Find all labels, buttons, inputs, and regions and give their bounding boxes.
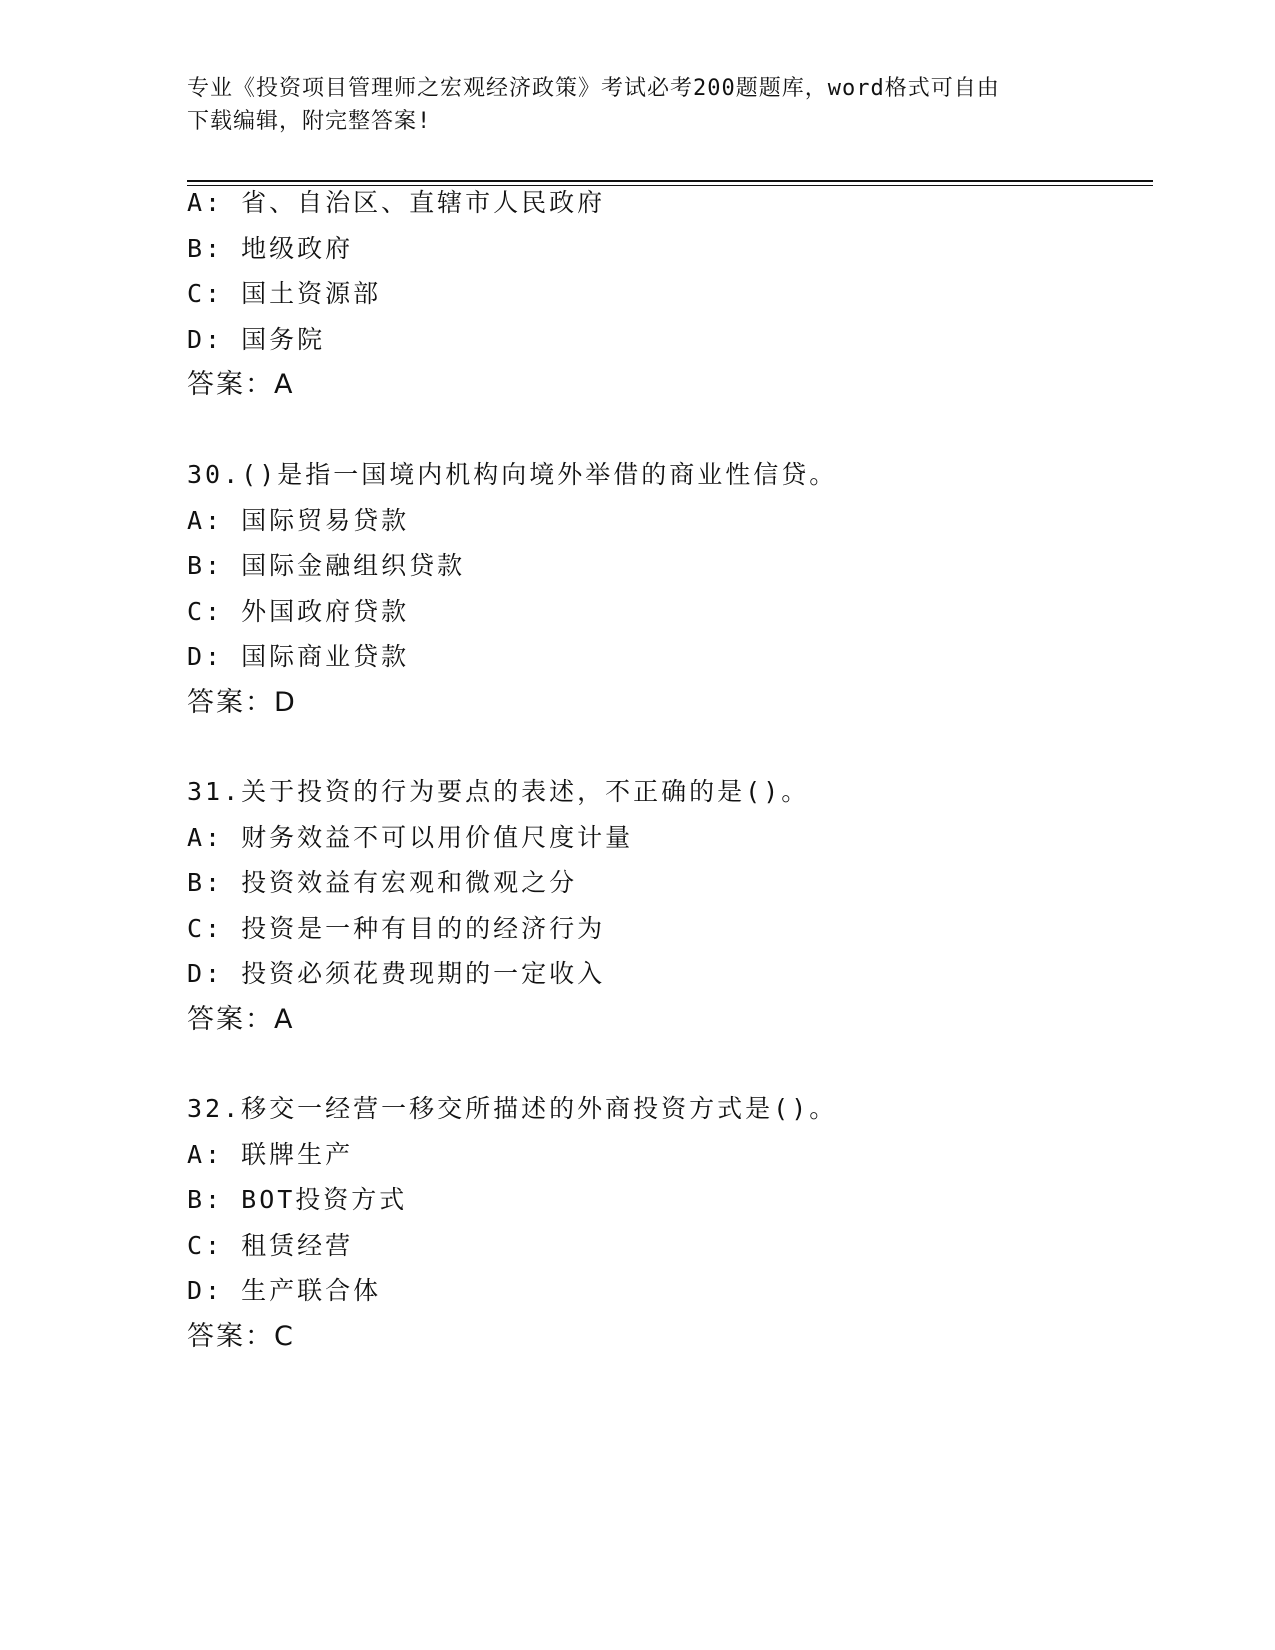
option-c: C: 投资是一种有目的的经济行为 bbox=[187, 913, 606, 943]
option-b: B: 投资效益有宏观和微观之分 bbox=[187, 868, 578, 897]
question-text: 30.()是指一国境内机构向境外举借的商业性信贷。 bbox=[187, 460, 838, 489]
option-d: D: 投资必须花费现期的一定收入 bbox=[187, 959, 606, 988]
header-line-2: 下载编辑，附完整答案! bbox=[187, 109, 432, 134]
option-c: C: 外国政府贷款 bbox=[187, 596, 410, 626]
option-c: C: 国土资源部 bbox=[187, 279, 382, 308]
question-29-block bbox=[187, 180, 1087, 408]
question-text: 31.关于投资的行为要点的表述，不正确的是()。 bbox=[187, 777, 810, 806]
option-d: D: 生产联合体 bbox=[187, 1276, 382, 1305]
option-b: B: 国际金融组织贷款 bbox=[187, 551, 466, 580]
option-a: A: 联牌生产 bbox=[187, 1139, 354, 1169]
option-b: B: BOT投资方式 bbox=[187, 1185, 408, 1214]
question-31-block bbox=[187, 769, 1087, 1042]
option-a: A: 国际贸易贷款 bbox=[187, 505, 410, 535]
option-a: A: 财务效益不可以用价值尺度计量 bbox=[187, 822, 634, 852]
header-line-1: 专业《投资项目管理师之宏观经济政策》考试必考200题题库，word格式可自由 bbox=[187, 76, 1000, 101]
question-30-block bbox=[187, 452, 1087, 725]
option-a: A: 省、自治区、直辖市人民政府 bbox=[187, 188, 606, 217]
option-c: C: 租赁经营 bbox=[187, 1230, 354, 1260]
question-32-block bbox=[187, 1086, 1087, 1359]
option-d: D: 国际商业贷款 bbox=[187, 642, 410, 671]
answer-line: 答案：A bbox=[187, 369, 295, 400]
question-text: 32.移交一经营一移交所描述的外商投资方式是()。 bbox=[187, 1094, 838, 1123]
answer-line: 答案：A bbox=[187, 1003, 295, 1035]
answer-line: 答案：C bbox=[187, 1320, 295, 1352]
option-d: D: 国务院 bbox=[187, 324, 326, 354]
answer-line: 答案：D bbox=[187, 686, 297, 718]
option-b: B: 地级政府 bbox=[187, 233, 354, 263]
document-header bbox=[187, 72, 1087, 138]
